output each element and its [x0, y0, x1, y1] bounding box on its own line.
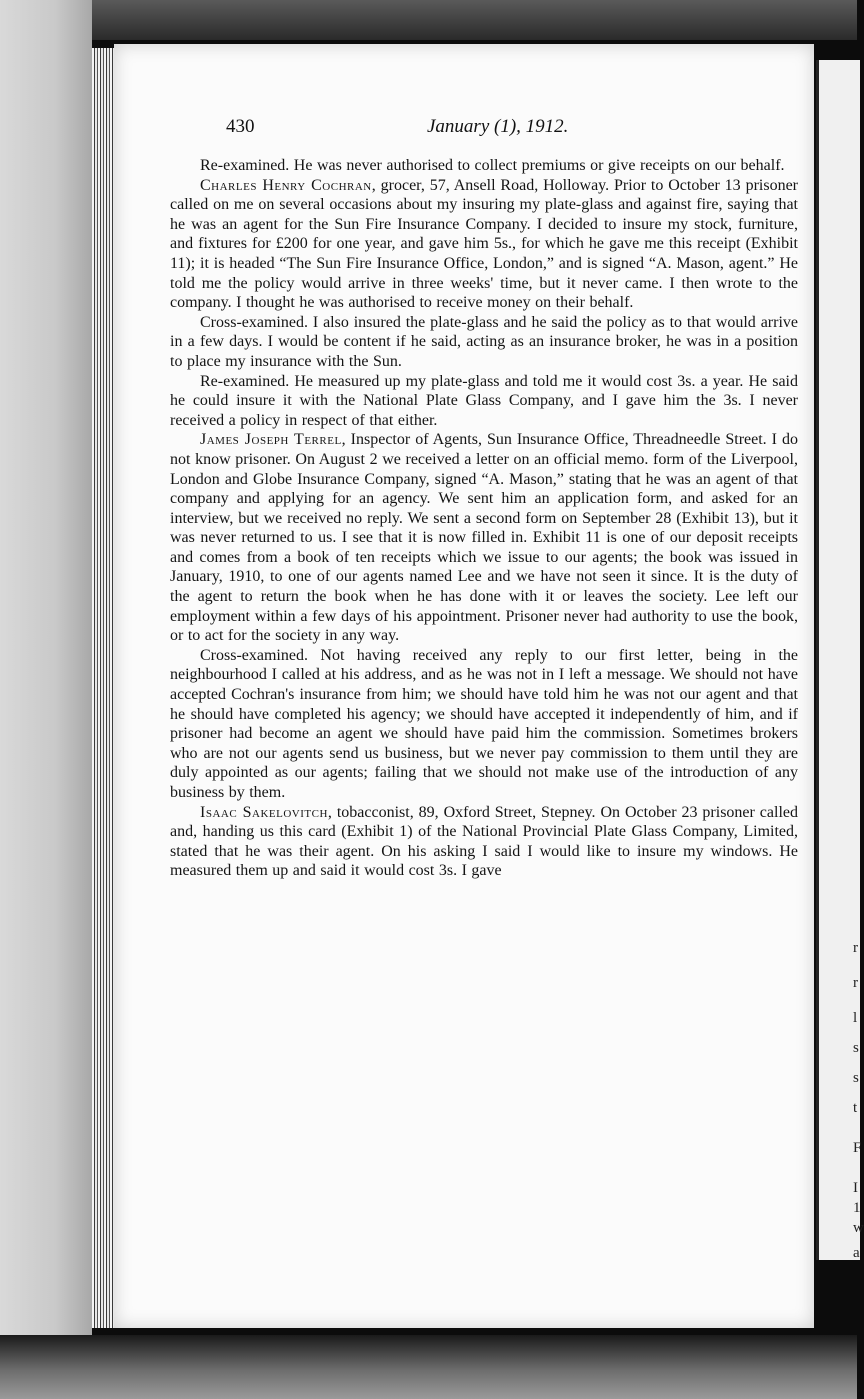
- margin-mark: w: [853, 1220, 864, 1236]
- paragraph-text: Re-examined. He was never authorised to collect premiums or give receipts on our behalf.: [200, 157, 785, 174]
- paragraph: [170, 372, 798, 431]
- paragraph-text: , Inspector of Agents, Sun Insurance Office, Threadneedle Street. I do not know prisoner. On August 2 we received a letter on an official memo. form of the Liverpool, London and Globe Insurance Company, signed “A. Mason,” stating that he was an agent of that company and applying for an agency. We sent him an application form, and asked for an interview, but we received no reply. We sent a second form on September 28 (Exhibit 13), but it was never returned to us. I see that it is now filled in. Exhibit 11 is one of our deposit receipts and comes from a book of ten receipts which we issue to our agents; the book was issued in January, 1910, to one of our agents named Lee and we have not seen it since. It is the duty of the agent to return the book when he has done with it or leaves the society. Lee left our employment within a few days of his appointment. Prisoner never had authority to use the book, or to act for the society in any way.: [170, 431, 798, 645]
- paragraph: [170, 646, 798, 803]
- paragraph-text: Cross-examined. I also insured the plate-glass and he said the policy as to that would arrive in a few days. I would be content if he said, acting as an insurance broker, he was in a position to place my insurance with the Sun.: [170, 313, 798, 370]
- paragraph: [170, 313, 798, 372]
- margin-mark: l: [853, 1010, 858, 1026]
- session-date: January (1), 1912.: [427, 116, 569, 137]
- paragraph-text: Cross-examined. Not having received any reply to our first letter, being in the neighbourhood I called at his address, and as he was not in I left a message. We should not have accepted Cochran's insurance from him; we should have told him he was not our agent and that he should have completed his agency; we should have accepted it independently of him, and if prisoner had become an agent we should have paid him the commission. Sometimes brokers who are not our agents send us business, but we never pay commission to them until they are duly appointed as our agents; failing that we should not make use of the introduction of any business by them.: [170, 646, 798, 801]
- witness-name: James Joseph Terrel: [200, 431, 342, 449]
- scan-background-bottom: [0, 1335, 857, 1399]
- margin-mark: s: [853, 1040, 859, 1056]
- paragraph-text: , tobacconist, 89, Oxford Street, Stepney. On October 23 prisoner called and, handing us this card (Exhibit 1) of the National Provincial Plate Glass Company, Limited, stated that he was their agent. On his asking I said I would like to insure my windows. He measured them up and said it would cost 3s. I gave: [170, 803, 798, 880]
- page-number: 430: [226, 116, 255, 137]
- body-text: [170, 156, 798, 881]
- margin-mark: a: [853, 1245, 860, 1261]
- paragraph: [170, 803, 798, 881]
- paragraph: [170, 156, 798, 176]
- margin-mark: F: [853, 1140, 862, 1156]
- paragraph: [170, 430, 798, 646]
- margin-mark: r: [853, 975, 858, 991]
- margin-mark: t: [853, 1100, 858, 1116]
- facing-page-edge: [816, 60, 864, 1261]
- book-page-edges: [92, 48, 114, 1328]
- paragraph: [170, 176, 798, 313]
- scan-background-left: [0, 0, 92, 1399]
- margin-mark: I: [853, 1180, 858, 1196]
- scan-background-top: [92, 0, 857, 40]
- margin-mark: s: [853, 1070, 859, 1086]
- running-header: [226, 116, 696, 146]
- paragraph-text: , grocer, 57, Ansell Road, Holloway. Prior to October 13 prisoner called on me on several occasions about my insuring my plate-glass and against fire, saying that he was an agent for the Sun Fire Insurance Company. I decided to insure my stock, furniture, and fixtures for £200 for one year, and gave him 5s., for which he gave me this receipt (Exhibit 11); it is headed “The Sun Fire Insurance Office, London,” and is signed “A. Mason, agent.” He told me the policy would arrive in three weeks' time, but it never came. I then wrote to the company. I thought he was authorised to receive money on their behalf.: [170, 176, 798, 312]
- paragraph-text: Re-examined. He measured up my plate-glass and told me it would cost 3s. a year. He said he could insure it with the National Plate Glass Company, and I gave him the 3s. I never received a policy in respect of that either.: [170, 372, 798, 429]
- margin-mark: 1: [853, 1200, 861, 1216]
- witness-name: Charles Henry Cochran: [200, 176, 372, 194]
- witness-name: Isaac Sakelovitch: [200, 803, 328, 821]
- margin-mark: r: [853, 940, 858, 956]
